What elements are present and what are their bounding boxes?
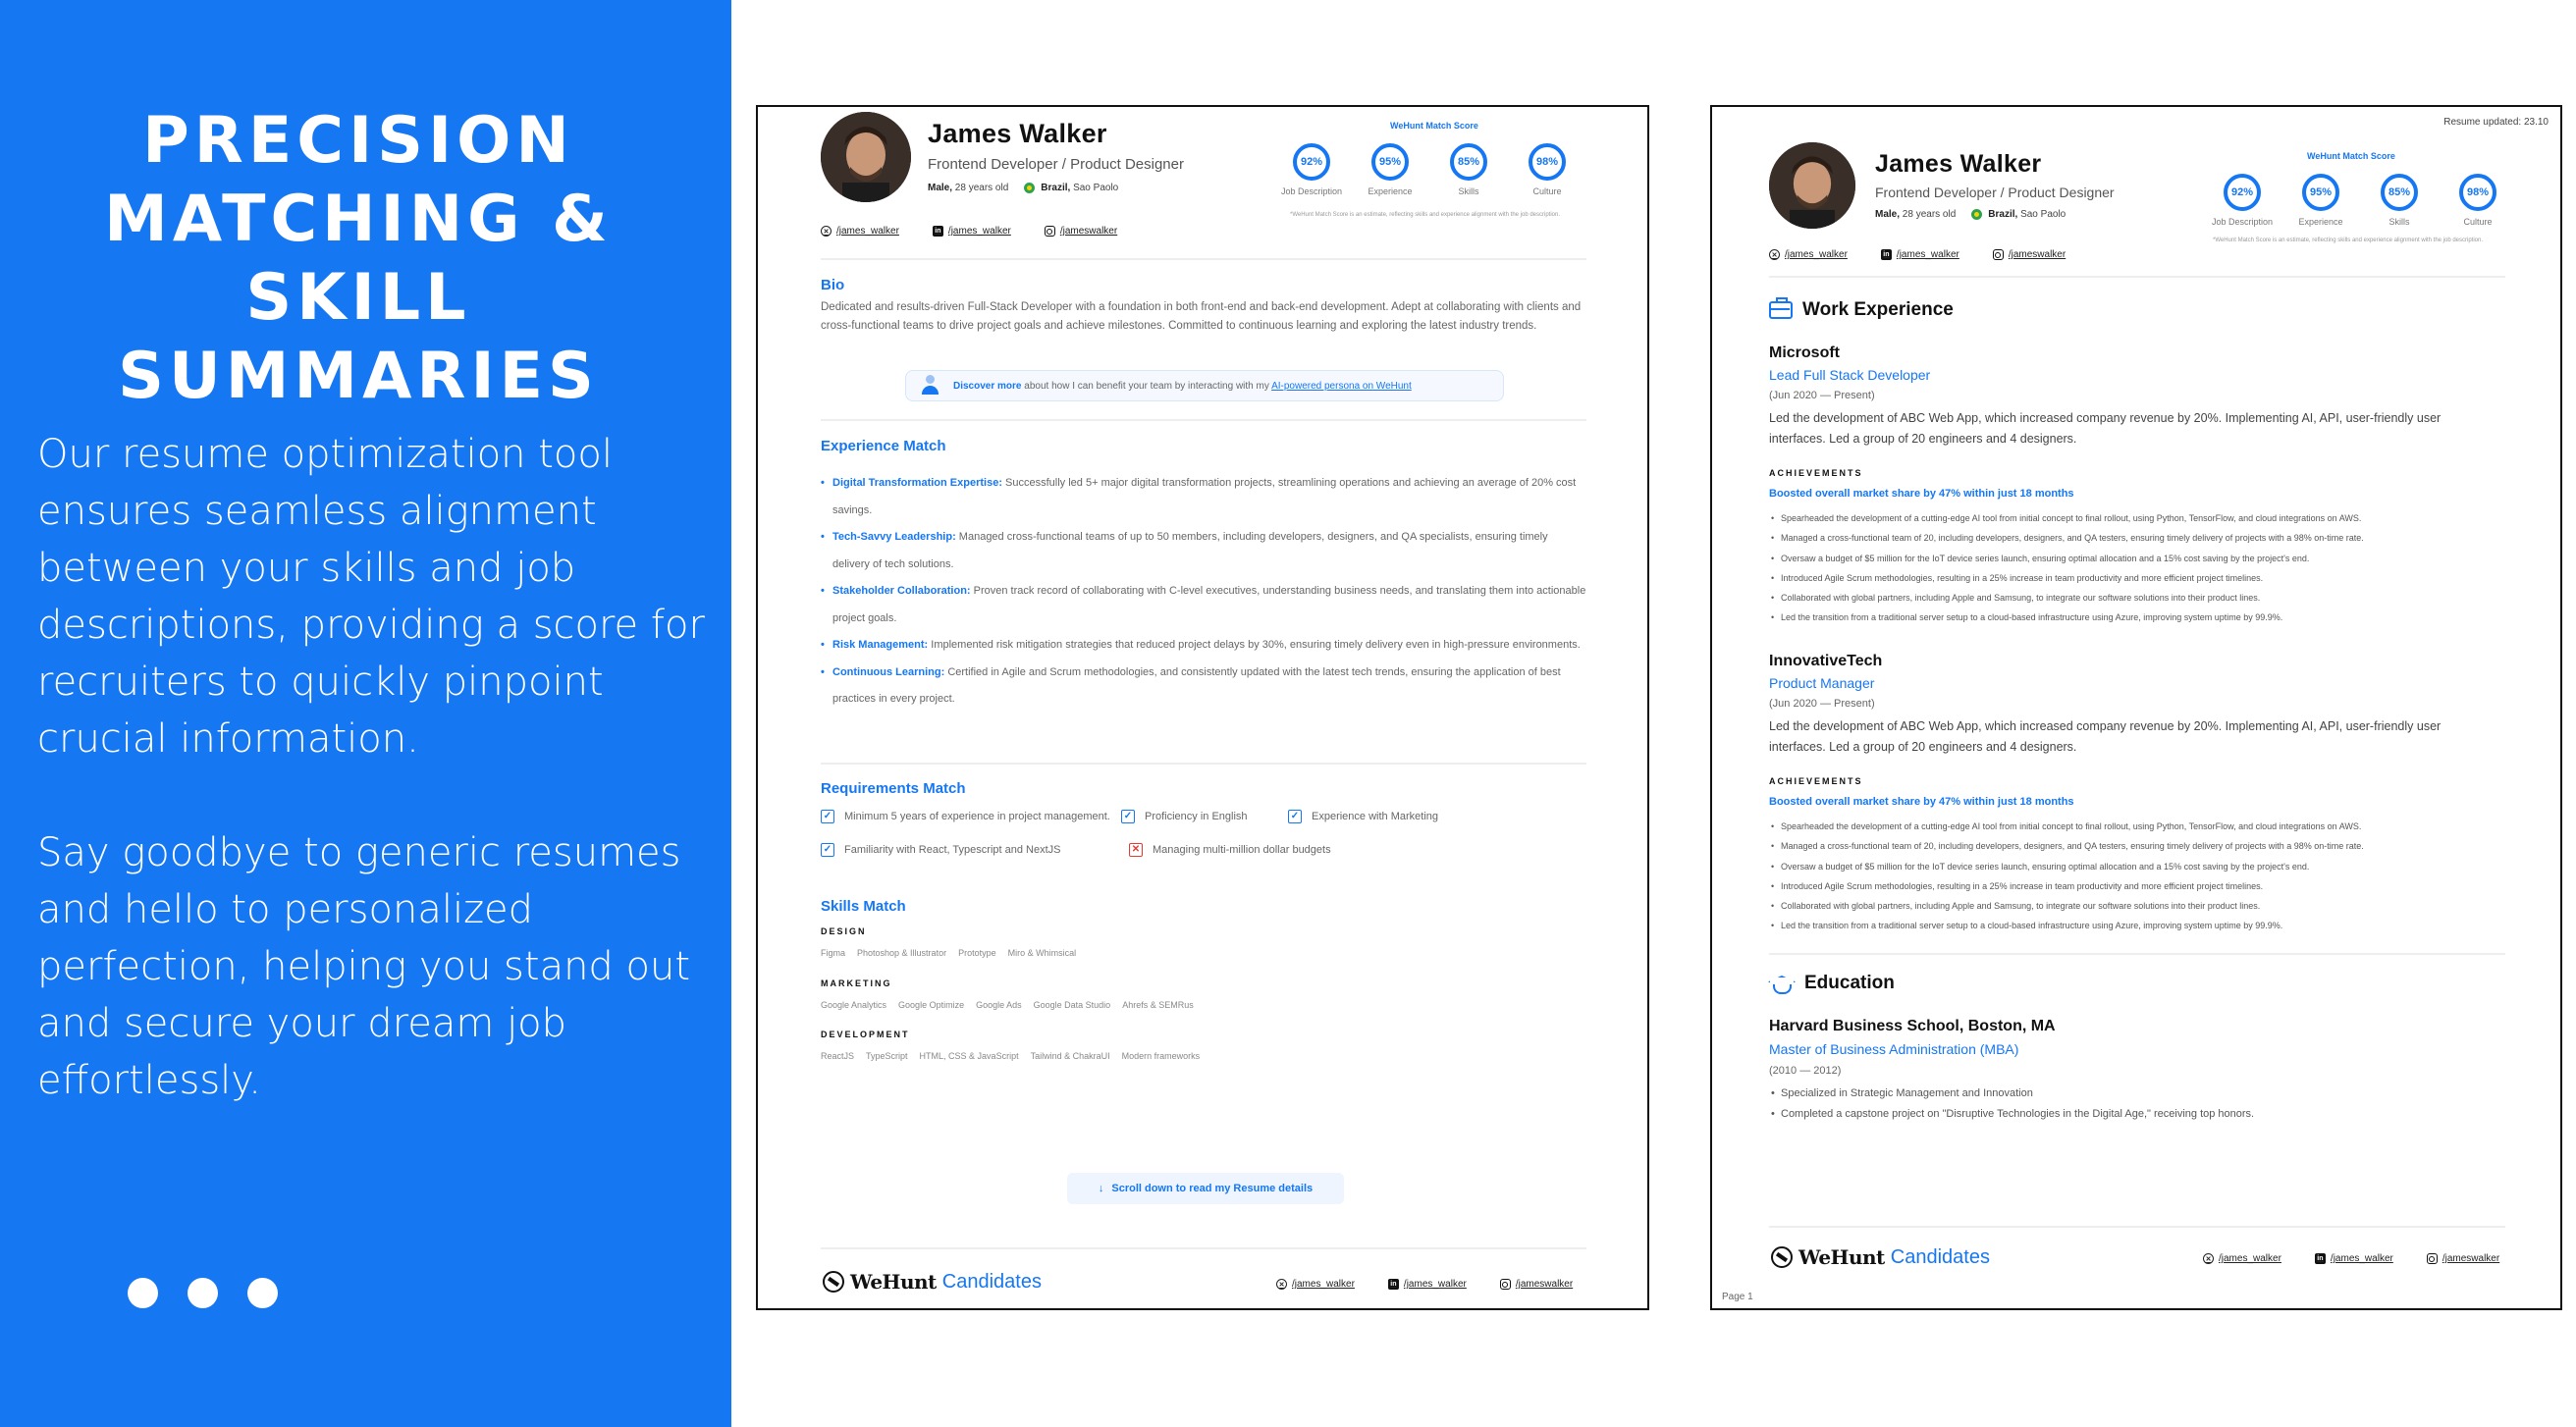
candidate-meta: Male, 28 years old Brazil, Sao Paolo (1875, 209, 2066, 220)
divider (821, 258, 1586, 260)
instagram-link[interactable]: /jameswalker (1045, 226, 1117, 237)
wehunt-logo: WeHunt Candidates (823, 1270, 1042, 1294)
experience-match-title: Experience Match (821, 438, 946, 454)
resume-match-page (756, 105, 1649, 1310)
instagram-icon (2427, 1253, 2438, 1264)
x-icon: ✕ (1276, 1279, 1287, 1290)
list-item: • Tech-Savvy Leadership: Managed cross-functional teams of up to 50 members, including developers, designers, and QA specialists, ensuring timely delivery of tech solutions. (821, 524, 1586, 578)
ai-persona-link[interactable]: AI-powered persona on WeHunt (1271, 380, 1412, 392)
x-icon: ✕ (2203, 1253, 2214, 1264)
candidate-meta (928, 183, 1118, 193)
wehunt-logo: WeHunt Candidates (1771, 1245, 1990, 1269)
requirements-match-title: Requirements Match (821, 780, 966, 797)
job-description: Led the development of ABC Web App, which increased company revenue by 20%. Implementing AI, API, user-friendly user interfaces. Led a group of 20 engineers and 4 designers. (1769, 719, 2442, 754)
bio-text: Dedicated and results-driven Full-Stack Developer with a foundation in both front-end and back-end development. Adept at collaborating with clients and cross-functional teams to drive project goals and achieve milestones. Committed to continuous learning and exploring the latest industry trends. (821, 301, 1582, 332)
hero-panel (0, 0, 731, 1427)
check-icon: ✓ (821, 810, 834, 823)
x-link[interactable]: ✕ /james_walker (1769, 249, 1848, 260)
match-scores (2203, 174, 2517, 227)
instagram-link[interactable]: /jameswalker (2427, 1253, 2499, 1264)
carousel-dot-3[interactable] (247, 1278, 278, 1308)
social-links (1769, 249, 2066, 260)
candidate-role: Frontend Developer / Product Designer (1875, 185, 2115, 200)
list-item: • Introduced Agile Scrum methodologies, resulting in a 25% increase in team productivity and more efficient project timelines. (1771, 568, 2517, 588)
linkedin-icon: in (933, 226, 943, 237)
experience-match-list (821, 470, 1586, 714)
x-icon: ✕ (821, 226, 832, 237)
list-item: • Spearheaded the development of a cutting-edge AI tool from initial concept to final rollout, using Python, TensorFlow, and cloud integrations on AWS. (1771, 508, 2517, 528)
resume-updated: Resume updated: 23.10 (2443, 117, 2549, 128)
skill-row-marketing: Google Analytics Google Optimize Google Ads Google Data Studio Ahrefs & SEMRus (821, 1000, 1194, 1010)
instagram-link[interactable]: /jameswalker (1500, 1279, 1573, 1290)
ai-persona-icon (920, 375, 945, 396)
list-item: • Managed a cross-functional team of 20, including developers, designers, and QA testers, ensuring timely delivery of projects with a 98% on-time rate. (1771, 528, 2517, 548)
avatar (821, 112, 911, 202)
discover-more-banner[interactable]: Discover more about how I can benefit your team by interacting with my AI-powered persona on WeHunt (905, 370, 1504, 401)
education-dates: (2010 — 2012) (1769, 1065, 1842, 1077)
linkedin-icon: in (2315, 1253, 2326, 1264)
social-links (821, 226, 1117, 237)
requirement-item: ✓ Experience with Marketing (1288, 810, 1438, 823)
match-scores (1272, 143, 1586, 196)
achievement-list (1771, 817, 2517, 936)
instagram-link[interactable]: /jameswalker (1993, 249, 2066, 260)
age: 28 years old (954, 183, 1009, 193)
instagram-icon (1993, 249, 2004, 260)
job-title: Product Manager (1769, 675, 1875, 691)
education-title: Education (1767, 973, 1895, 994)
carousel-dot-1[interactable] (128, 1278, 158, 1308)
list-item: • Led the transition from a traditional server setup to a cloud-based infrastructure using Azure, improving system uptime by 99.9%. (1771, 608, 2517, 627)
candidate-role: Frontend Developer / Product Designer (928, 156, 1184, 173)
match-score-label: WeHunt Match Score (1390, 121, 1478, 131)
achievement-highlight: Boosted overall market share by 47% within just 18 months (1769, 488, 2074, 500)
divider (1769, 953, 2505, 955)
page-number: Page 1 (1722, 1292, 1753, 1302)
skill-row-development: ReactJS TypeScript HTML, CSS & JavaScript Tailwind & ChakraUI Modern frameworks (821, 1051, 1201, 1061)
brazil-flag-icon (1971, 209, 1982, 220)
job-dates: (Jun 2020 — Present) (1769, 390, 1875, 401)
score-note: *WeHunt Match Score is an estimate, reflecting skills and experience alignment with the job description. (1290, 212, 1561, 218)
wehunt-logo-icon (823, 1271, 844, 1293)
list-item: • Oversaw a budget of $5 million for the IoT device series launch, ensuring optimal allocation and a 15% cost saving by the project's end. (1771, 549, 2517, 568)
candidate-name: James Walker (928, 119, 1107, 148)
arrow-down-icon: ↓ (1098, 1183, 1104, 1194)
scroll-down-button[interactable]: ↓ Scroll down to read my Resume details (1067, 1173, 1344, 1204)
hero-paragraph-1: Our resume optimization tool ensures seamless alignment between your skills and job descriptions, providing a score for recruiters to quickly pinpoint crucial information. (37, 432, 705, 762)
divider (821, 1247, 1586, 1249)
brazil-flag-icon (1024, 183, 1035, 193)
company-name: Microsoft (1769, 344, 1840, 361)
check-icon: ✓ (821, 843, 834, 857)
skill-group-design: DESIGN (821, 926, 867, 936)
resume-detail-page (1710, 105, 2562, 1310)
score-job-description: 92% Job Description (1272, 143, 1351, 196)
score-experience: 95% Experience (2281, 174, 2360, 227)
education-list (1771, 1083, 2254, 1125)
divider (821, 419, 1586, 421)
x-link[interactable]: ✕ /james_walker (1276, 1279, 1355, 1290)
check-icon: ✓ (1121, 810, 1135, 823)
linkedin-icon: in (1881, 249, 1892, 260)
instagram-icon (1045, 226, 1055, 237)
work-experience-title: Work Experience (1769, 299, 1954, 321)
hero-paragraph-2: Say goodbye to generic resumes and hello to personalized perfection, helping you stand out and secure your dream job effortlessly. (37, 830, 691, 1103)
score-culture: 98% Culture (2439, 174, 2517, 227)
instagram-icon (1500, 1279, 1511, 1290)
requirement-item: ✓ Familiarity with React, Typescript and NextJS (821, 843, 1060, 857)
wehunt-logo-icon (1771, 1246, 1793, 1268)
list-item: • Led the transition from a traditional server setup to a cloud-based infrastructure using Azure, improving system uptime by 99.9%. (1771, 916, 2517, 935)
cross-icon: ✕ (1129, 843, 1143, 857)
degree: Master of Business Administration (MBA) (1769, 1041, 2019, 1057)
graduation-cap-icon (1767, 974, 1795, 993)
list-item: • Introduced Agile Scrum methodologies, resulting in a 25% increase in team productivity and more efficient project timelines. (1771, 876, 2517, 896)
achievements-heading: ACHIEVEMENTS (1769, 776, 1863, 786)
skill-group-development: DEVELOPMENT (821, 1030, 910, 1039)
requirement-item: ✕ Managing multi-million dollar budgets (1129, 843, 1331, 857)
linkedin-link[interactable]: in /james_walker (2315, 1253, 2393, 1264)
skills-match-title: Skills Match (821, 898, 906, 915)
score-note: *WeHunt Match Score is an estimate, reflecting skills and experience alignment with the job description. (2213, 238, 2484, 243)
list-item: • Collaborated with global partners, including Apple and Samsung, to integrate our software solutions into their product lines. (1771, 588, 2517, 608)
list-item: • Completed a capstone project on "Disruptive Technologies in the Digital Age," receiving top honors. (1771, 1104, 2254, 1125)
divider (1769, 1226, 2505, 1228)
achievement-list (1771, 508, 2517, 628)
bio-title: Bio (821, 277, 845, 293)
list-item: • Digital Transformation Expertise: Successfully led 5+ major digital transformation projects, streamlining operations and achieving an average of 20% cost savings. (821, 470, 1586, 524)
match-score-label: WeHunt Match Score (2307, 151, 2395, 161)
list-item: • Specialized in Strategic Management and Innovation (1771, 1083, 2254, 1104)
linkedin-link[interactable]: in /james_walker (1388, 1279, 1467, 1290)
list-item: • Collaborated with global partners, including Apple and Samsung, to integrate our software solutions into their product lines. (1771, 896, 2517, 916)
list-item: • Stakeholder Collaboration: Proven track record of collaborating with C-level executives, understanding business needs, and translating them into actionable project goals. (821, 578, 1586, 632)
requirement-item: ✓ Minimum 5 years of experience in project management. (821, 810, 1110, 823)
list-item: • Continuous Learning: Certified in Agile and Scrum methodologies, and consistently updated with the latest tech trends, ensuring the application of best practices in every project. (821, 660, 1586, 714)
company-name: InnovativeTech (1769, 653, 1883, 669)
candidate-name: James Walker (1875, 150, 2042, 178)
achievements-heading: ACHIEVEMENTS (1769, 468, 1863, 478)
requirement-item: ✓ Proficiency in English (1121, 810, 1248, 823)
divider (821, 763, 1586, 765)
list-item: • Risk Management: Implemented risk mitigation strategies that reduced project delays by 30%, ensuring timely delivery even in high-pressure environments. (821, 632, 1586, 660)
linkedin-link[interactable]: in /james_walker (1881, 249, 1959, 260)
job-title: Lead Full Stack Developer (1769, 367, 1931, 383)
check-icon: ✓ (1288, 810, 1302, 823)
list-item: • Managed a cross-functional team of 20, including developers, designers, and QA testers, ensuring timely delivery of projects with a 98% on-time rate. (1771, 836, 2517, 856)
list-item: • Oversaw a budget of $5 million for the IoT device series launch, ensuring optimal allocation and a 15% cost saving by the project's end. (1771, 857, 2517, 876)
x-icon: ✕ (1769, 249, 1780, 260)
achievement-highlight: Boosted overall market share by 47% within just 18 months (1769, 796, 2074, 808)
x-link[interactable]: ✕ /james_walker (821, 226, 899, 237)
hero-title: PRECISION MATCHING & SKILL SUMMARIES (104, 104, 613, 413)
score-skills: 85% Skills (2360, 174, 2439, 227)
gender: Male, (928, 183, 953, 193)
linkedin-link[interactable]: in /james_walker (933, 226, 1011, 237)
school-name: Harvard Business School, Boston, MA (1769, 1018, 2056, 1034)
job-description: Led the development of ABC Web App, which increased company revenue by 20%. Implementing AI, API, user-friendly user interfaces. Led a group of 20 engineers and 4 designers. (1769, 411, 2442, 446)
linkedin-icon: in (1388, 1279, 1399, 1290)
list-item: • Spearheaded the development of a cutting-edge AI tool from initial concept to final rollout, using Python, TensorFlow, and cloud integrations on AWS. (1771, 817, 2517, 836)
city: Sao Paolo (1073, 183, 1119, 193)
score-experience: 95% Experience (1351, 143, 1429, 196)
job-dates: (Jun 2020 — Present) (1769, 698, 1875, 710)
footer-social-links (2203, 1253, 2499, 1264)
country: Brazil, (1041, 183, 1071, 193)
skill-row-design: Figma Photoshop & Illustrator Prototype Miro & Whimsical (821, 948, 1077, 958)
x-link[interactable]: ✕ /james_walker (2203, 1253, 2281, 1264)
footer-social-links (1276, 1279, 1573, 1290)
skill-group-marketing: MARKETING (821, 978, 892, 988)
divider (1769, 276, 2505, 278)
avatar (1769, 142, 1855, 229)
score-culture: 98% Culture (1508, 143, 1586, 196)
score-skills: 85% Skills (1429, 143, 1508, 196)
briefcase-icon (1769, 301, 1793, 319)
carousel-dot-2[interactable] (188, 1278, 218, 1308)
score-job-description: 92% Job Description (2203, 174, 2281, 227)
